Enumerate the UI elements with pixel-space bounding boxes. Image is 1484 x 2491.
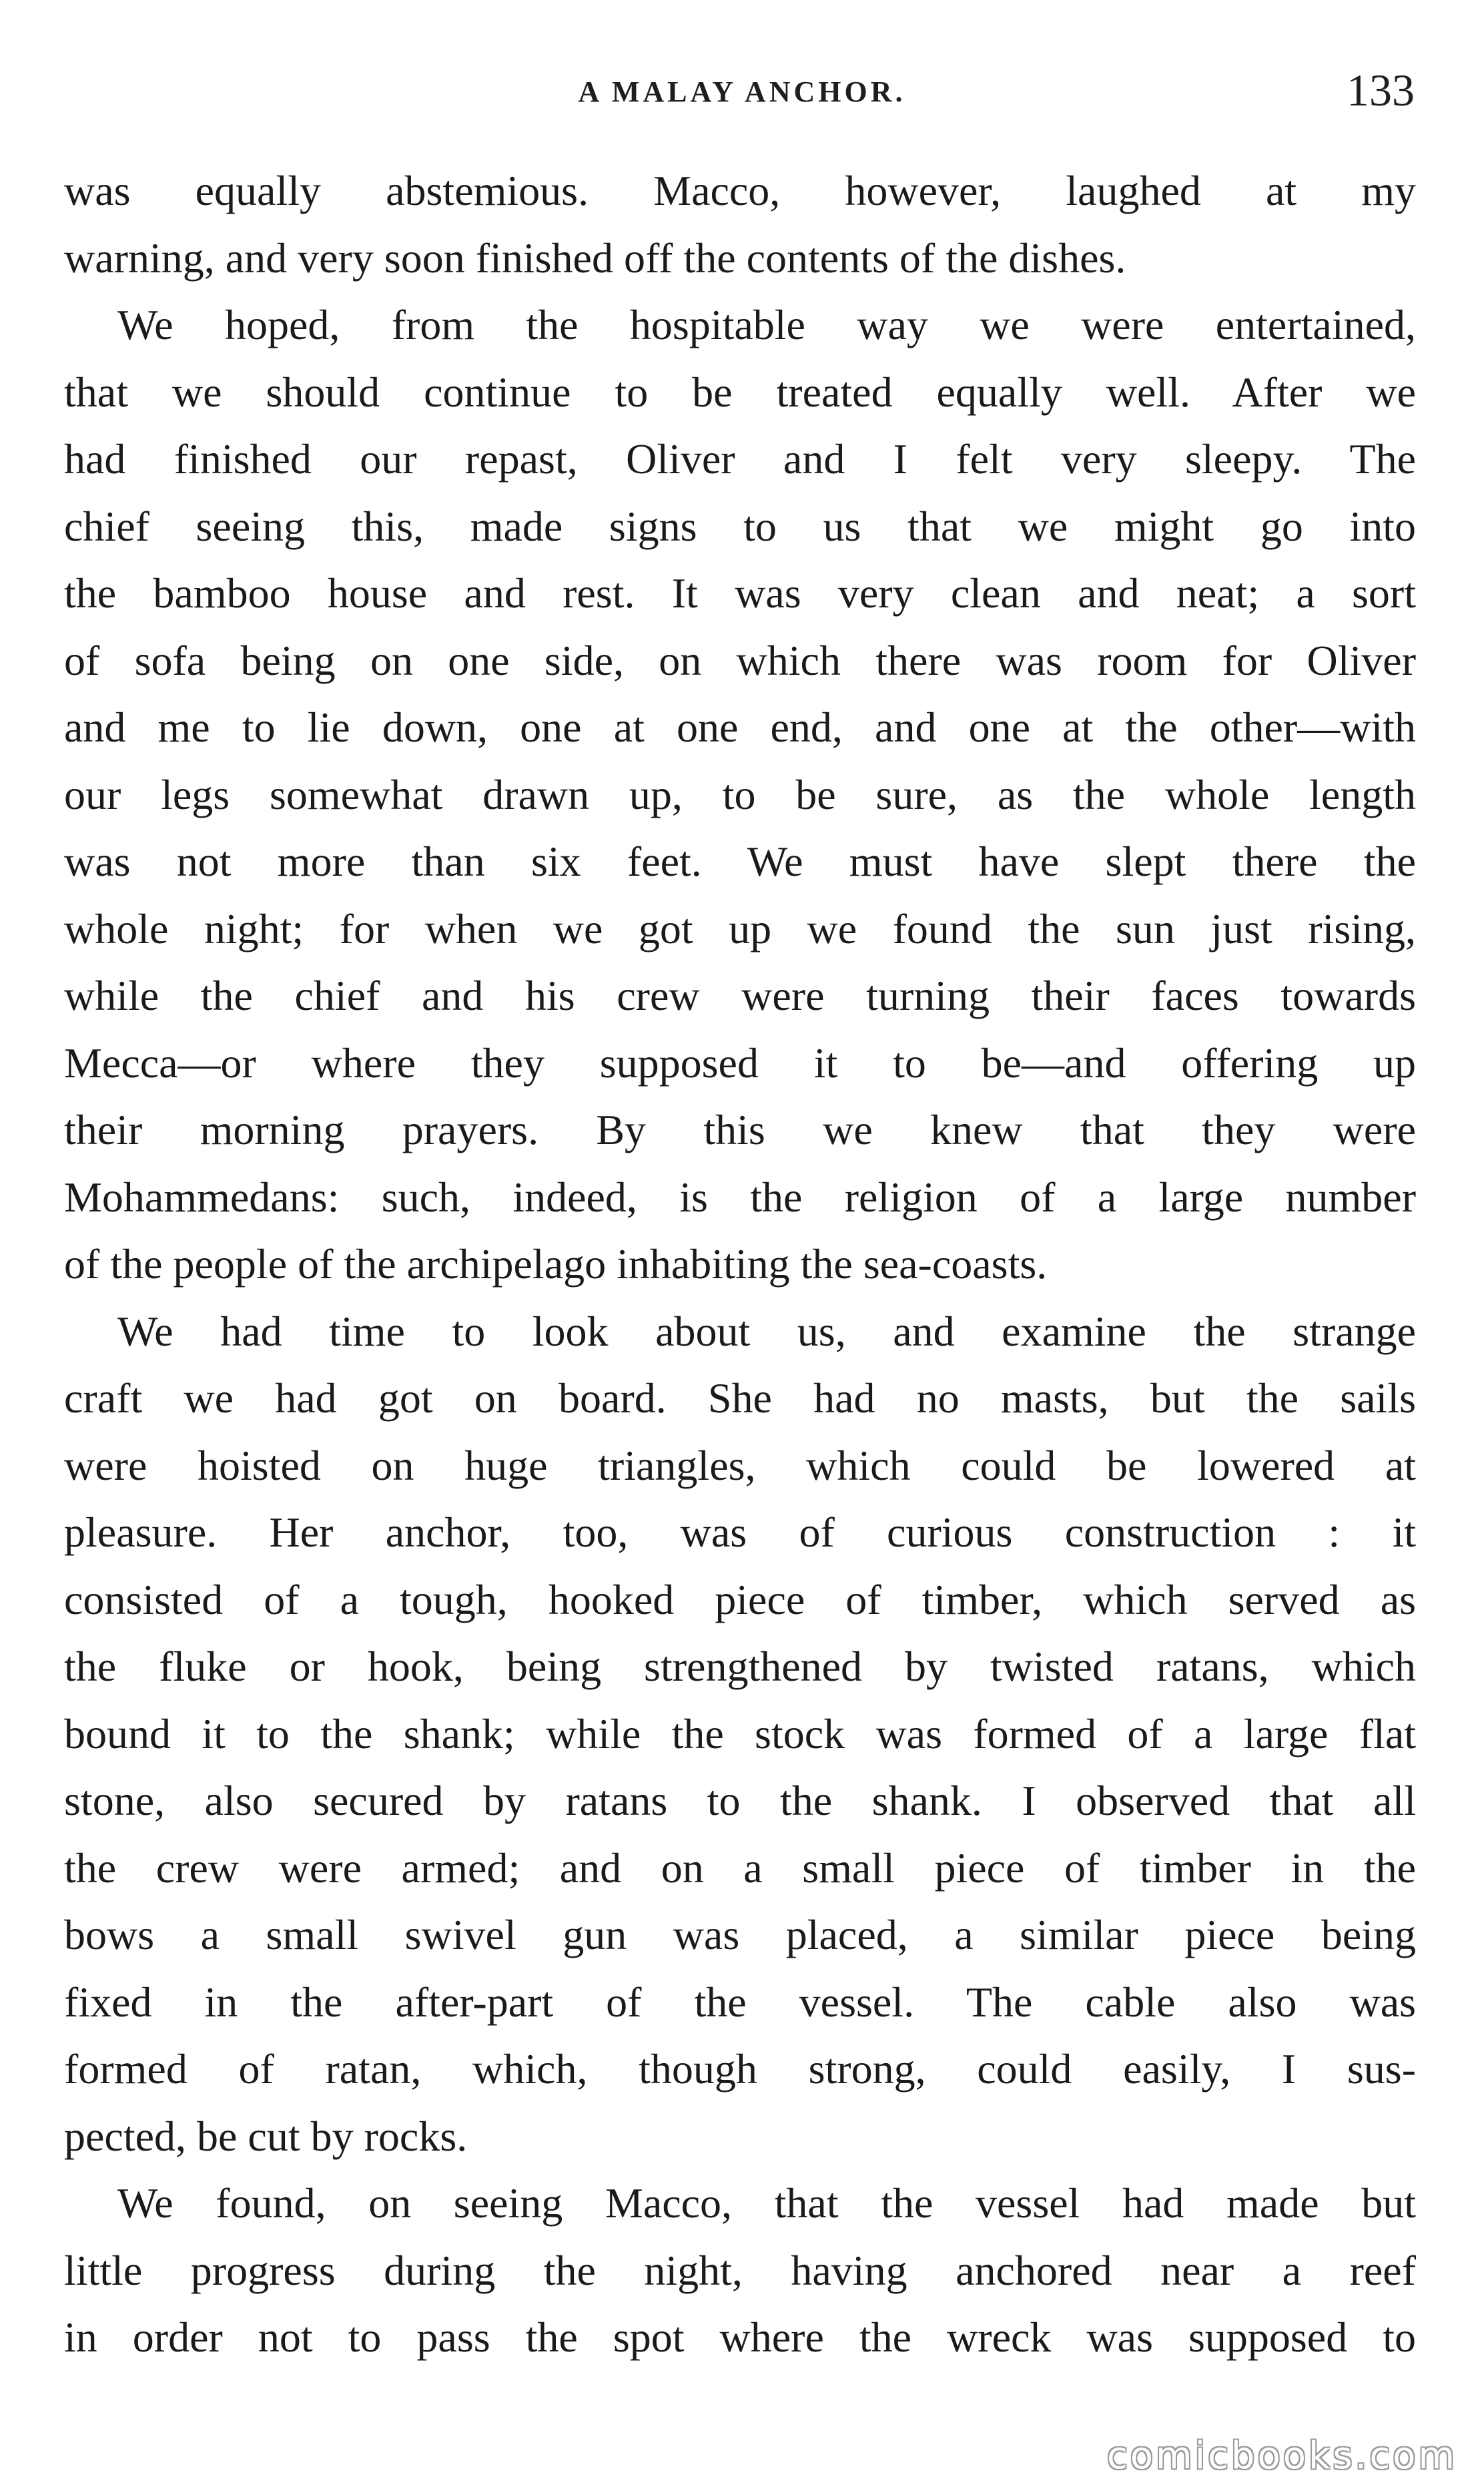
text-line: pleasure. Her anchor, too, was of curious construction : it [64,1508,1416,1556]
text-line: had finished our repast, Oliver and I felt very sleepy. The [64,435,1416,483]
text-line: We found, on seeing Macco, that the vessel had made but [117,2179,1416,2227]
page-number: 133 [1347,65,1415,115]
text-line: whole night; for when we got up we found the sun just rising, [64,904,1416,952]
text-line: fixed in the after-part of the vessel. The cable also was [64,1978,1416,2026]
text-line: consisted of a tough, hooked piece of timber, which served as [64,1575,1416,1623]
text-line: were hoisted on huge triangles, which could be lowered at [64,1441,1416,1489]
text-line: that we should continue to be treated equally well. After we [64,368,1416,416]
text-line: stone, also secured by ratans to the shank. I observed that all [64,1777,1416,1824]
text-line: warning, and very soon finished off the contents of the dishes. [64,234,1126,282]
watermark-text: comicbooks.com [1106,2434,1457,2478]
text-line: in order not to pass the spot where the wreck was supposed to [64,2313,1416,2361]
text-line: Mecca—or where they supposed it to be—and offering up [64,1039,1416,1087]
running-header [64,64,1420,124]
text-line: craft we had got on board. She had no masts, but the sails [64,1374,1416,1422]
text-line: Mohammedans: such, indeed, is the religion of a large number [64,1173,1416,1221]
text-line: while the chief and his crew were turning their faces towards [64,972,1416,1019]
text-line: of sofa being on one side, on which there was room for Oliver [64,636,1416,684]
text-line: bows a small swivel gun was placed, a similar piece being [64,1911,1416,1958]
text-line: our legs somewhat drawn up, to be sure, as the whole length [64,770,1416,818]
running-title: A MALAY ANCHOR. [578,75,906,108]
text-line: formed of ratan, which, though strong, could easily, I sus- [64,2045,1416,2093]
text-line: pected, be cut by rocks. [64,2112,468,2160]
text-line: little progress during the night, having anchored near a reef [64,2246,1416,2294]
text-line: We had time to look about us, and examine the strange [117,1307,1416,1355]
text-line: the crew were armed; and on a small piece of timber in the [64,1844,1416,1892]
body-text [64,158,1416,2372]
text-line: was not more than six feet. We must have slept there the [64,838,1416,885]
text-line: was equally abstemious. Macco, however, laughed at my [64,167,1416,214]
text-line: the fluke or hook, being strengthened by twisted ratans, which [64,1643,1416,1690]
text-line: and me to lie down, one at one end, and one at the other—with [64,704,1416,751]
text-line: chief seeing this, made signs to us that we might go into [64,502,1416,550]
text-line: We hoped, from the hospitable way we were entertained, [117,301,1416,348]
text-line: bound it to the shank; while the stock was formed of a large flat [64,1709,1416,1757]
text-line: of the people of the archipelago inhabiting the sea-coasts. [64,1240,1048,1288]
text-line: the bamboo house and rest. It was very clean and neat; a sort [64,569,1416,617]
text-line: their morning prayers. By this we knew that they were [64,1106,1416,1153]
